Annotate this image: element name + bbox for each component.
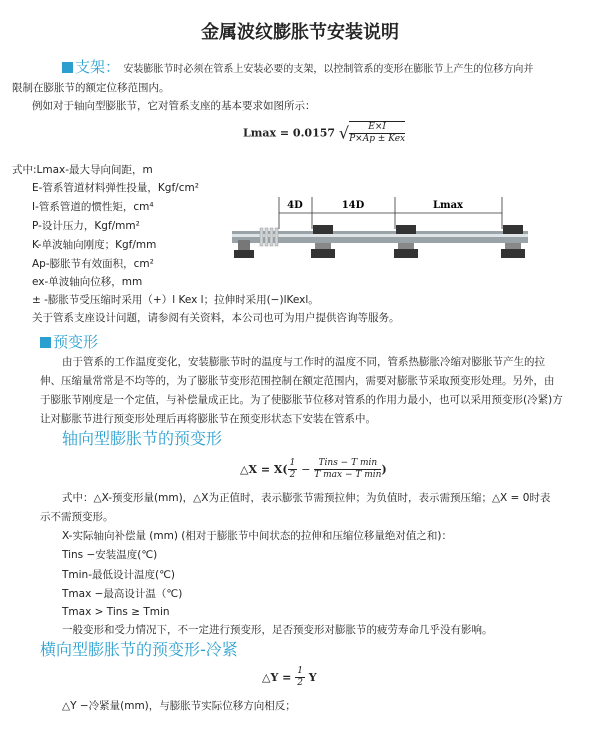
paragraph-line: 由于管系的工作温度变化，安装膨胀节时的温度与工作时的温度不同，管系热膨胀冷缩对膨胀节产生的拉 <box>62 356 545 368</box>
explanation-line: X-实际轴向补偿量 (mm) (相对于膨胀节中间状态的拉伸和压缩位移量绝对值之和)： <box>62 530 452 542</box>
square-bullet-icon <box>62 62 73 73</box>
definition: Ap-膨胀节有效面积，cm² <box>32 258 154 270</box>
definition: I-管系管道的惯性矩，cm⁴ <box>32 201 154 213</box>
page-title: 金属波纹膨胀节安装说明 <box>201 22 399 43</box>
definition: 式中:Lmax-最大导向间距，m <box>12 164 153 176</box>
definition: ± -膨胀节受压缩时采用（+）l Kex l；拉伸时采用(−)lKexl。 <box>32 294 319 306</box>
explanation-line: △Y −冷紧量(mm)，与膨胀节实际位移方向相反； <box>62 700 296 712</box>
support-spacing-diagram <box>230 195 530 265</box>
definition: ex-单波轴向位移，mm <box>32 276 143 288</box>
definition: P-设计压力，Kgf/mm² <box>32 220 140 232</box>
support-text: 例如对于轴向型膨胀节，它对管系支座的基本要求如图所示： <box>32 100 316 112</box>
lmax-formula: Lmax = 0.0157 √ $\frac{E\times I}{\text{P×Ap ± Kex}}$ <box>243 122 406 144</box>
delta-x-formula: △X = X( $\frac{1}{2}$ − $\frac{\text{Tins − T min}}{\text{T max − T min}}$ ) <box>240 458 387 480</box>
explanation-line: Tmax −最高设计温（℃) <box>62 588 183 600</box>
support-text: 限制在膨胀节的额定位移范围内。 <box>12 82 170 94</box>
dimension-label: Lmax <box>432 200 464 211</box>
support-heading: 支架： <box>75 58 121 76</box>
paragraph-line: 伸、压缩量常常是不均等的，为了膨胀节变形范围控制在额定范围内，需要对膨胀节采取预变形处理。另外，由 <box>40 375 555 387</box>
paragraph-line: 于膨胀节刚度是一个定值，与补偿量成正比。为了使膨胀节位移对管系的作用力最小，也可以采用预变形(冷紧)方 <box>40 394 563 406</box>
explanation-line: Tmax > Tins ≥ Tmin <box>62 606 170 618</box>
definition: 关于管系支座设计问题，请参阅有关资料，本公司也可为用户提供咨询等服务。 <box>32 312 400 324</box>
predeform-heading-line <box>40 333 98 351</box>
support-text: 安装膨胀节时必须在管系上安装必要的支架，以控制管系的变形在膨胀节上产生的位移方向并 <box>123 64 534 75</box>
explanation-line: Tmin-最低设计温度(℃) <box>62 569 175 581</box>
definition: K-单波轴向刚度；Kgf/mm <box>32 239 157 251</box>
explanation-line: 一般变形和受力情况下，不一定进行预变形，足否预变形对膨胀节的疲劳寿命几乎没有影响。 <box>62 624 493 636</box>
explanation-line: 式中：△X-预变形量(mm)，△X为正值时，表示膨张节需预拉伸；为负值时，表示需预压缩；△X = 0时表 <box>62 492 551 504</box>
dimension-label: 14D <box>341 200 365 211</box>
predeform-heading: 预变形 <box>53 333 99 351</box>
explanation-line: 示不需预变形。 <box>40 511 114 523</box>
explanation-line: Tins −安装温度(℃) <box>62 549 158 561</box>
support-heading-line <box>62 60 533 77</box>
delta-y-formula: △Y = $\frac{1}{2}$ Y <box>262 666 317 688</box>
axial-heading: 轴向型膨胀节的预变形 <box>62 429 223 448</box>
lateral-heading: 横向型膨胀节的预变形-冷紧 <box>40 640 238 659</box>
paragraph-line: 让对膨胀节进行预变形处理后再将膨胀节在预变形状态下安装在管系中。 <box>40 413 376 425</box>
definition: E-管系管道材料弹性投量，Kgf/cm² <box>32 182 199 194</box>
square-bullet-icon <box>40 337 51 348</box>
dimension-label: 4D <box>287 200 303 211</box>
